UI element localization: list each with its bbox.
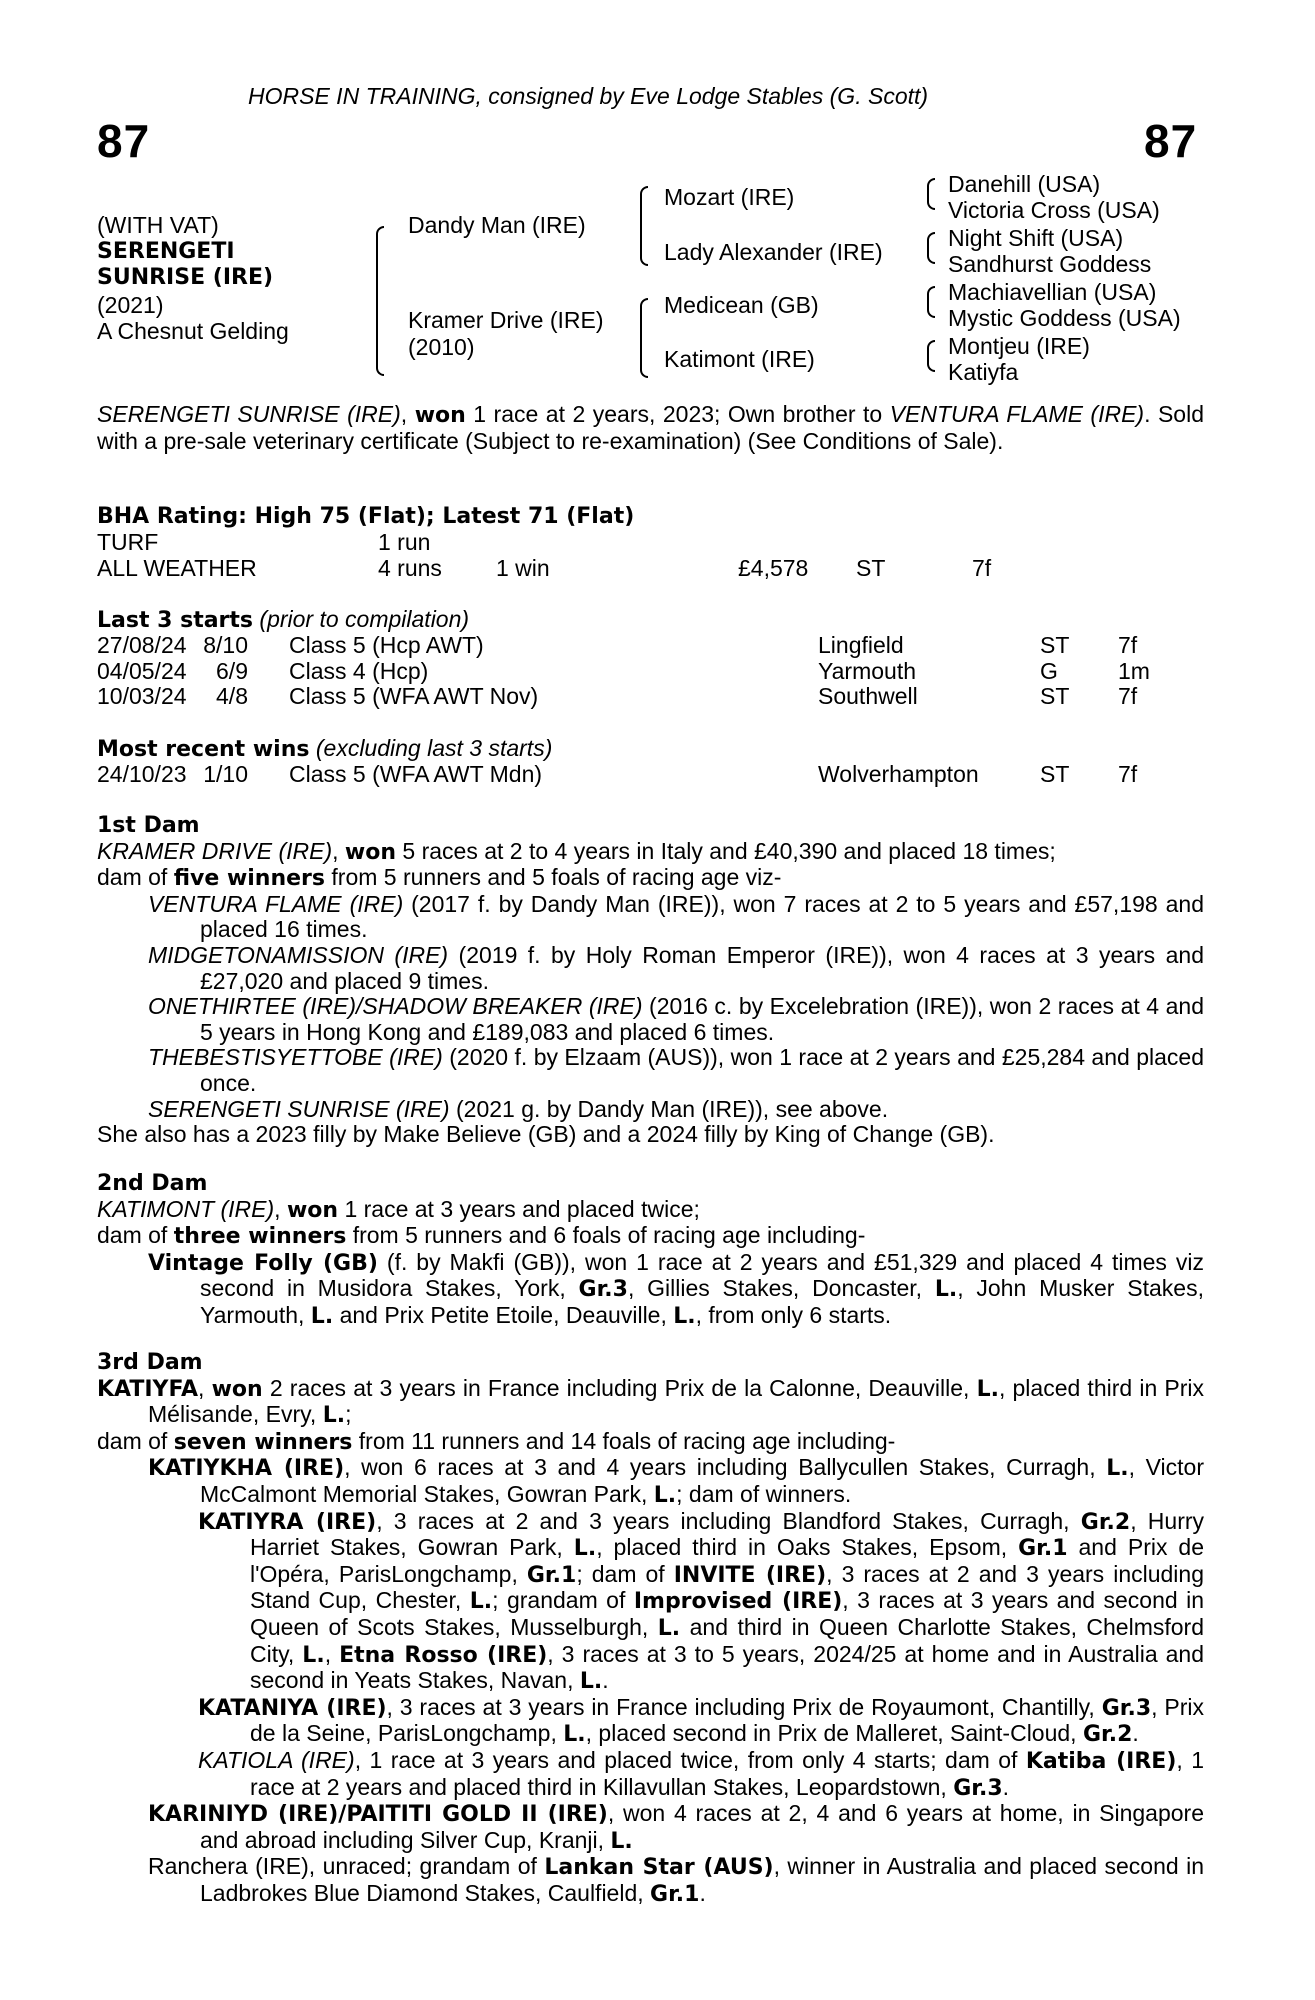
first-dam-text-1: 5 races at 2 to 4 years in Italy and £40,390 and placed 18 times; [396, 837, 1056, 864]
produce-2-text: (2019 f. by Holy Roman Emperor (IRE)), won 4 races at 3 years and £27,020 and placed 9 times. [200, 941, 1204, 994]
katiba-name: Katiba (IRE) [1025, 1748, 1177, 1774]
all-weather-going: ST [856, 555, 886, 581]
third-dam-text-3: ; [345, 1401, 352, 1428]
katiola-text-a: , 1 race at 3 years and placed twice, from only 4 starts; dam of [354, 1746, 1026, 1773]
grade-label: Gr.3 [578, 1277, 628, 1303]
last3-cls: Class 5 (WFA AWT Nov) [289, 683, 539, 710]
second-dam-text-1: 1 race at 3 years and placed twice; [338, 1195, 700, 1222]
all-weather-distance: 7f [972, 555, 992, 581]
vintage-folly-text-a: (f. by Makfi (GB)), won 1 race at 2 years and £51,329 and placed 4 times viz second in Musidora Stakes, York, [200, 1248, 1204, 1302]
intro-won: won [414, 403, 466, 428]
katiyra-text-l: . [602, 1667, 609, 1694]
last3-course: Southwell [818, 683, 918, 710]
listed-label: L. [934, 1277, 958, 1303]
turf-label: TURF [97, 529, 159, 555]
first-dam-produce-1 [148, 892, 1204, 943]
katiyra-text-k: , 3 races at 3 to 5 years, 2024/25 at home and in Australia and second in Yeats Stakes, Navan, [250, 1640, 1205, 1694]
katiyra-text-c: , placed third in Oaks Stakes, Epsom, [596, 1534, 1019, 1561]
pedigree-dam-dam: Katimont (IRE) [664, 346, 815, 372]
grade-label: Gr.2 [1080, 1509, 1131, 1535]
listed-label: L. [302, 1642, 325, 1668]
kariniyd-name: KARINIYD (IRE)/PAITITI GOLD II (IRE) [148, 1802, 608, 1828]
grade-label: Gr.1 [526, 1562, 577, 1588]
page-header: HORSE IN TRAINING, consigned by Eve Lodge Stables (G. Scott) [248, 83, 929, 109]
pedigree-brace-dd [927, 340, 935, 372]
intro-brother: VENTURA FLAME (IRE) [889, 401, 1145, 427]
last3-course: Lingfield [818, 632, 904, 658]
last3-note: (prior to compilation) [259, 606, 470, 632]
first-dam-produce-4 [148, 1045, 1204, 1096]
vintage-folly-name: Vintage Folly (GB) [148, 1250, 378, 1276]
last3-going: G [1040, 657, 1058, 684]
pedigree-brace-sd [927, 232, 935, 264]
produce-1-text: (2017 f. by Dandy Man (IRE)), won 7 races at 2 to 5 years and £57,198 and placed 16 times. [200, 890, 1204, 943]
ranchera-text-a: Ranchera (IRE), unraced; grandam of [148, 1853, 545, 1880]
recent-date: 24/10/23 [97, 761, 187, 787]
kataniya-text-d: . [1132, 1720, 1139, 1747]
last3-pos: 6/9 [216, 657, 248, 684]
listed-label: L. [653, 1482, 677, 1508]
lot-number-right: 87 [1144, 115, 1198, 167]
first-dam-name: KRAMER DRIVE (IRE) [97, 837, 333, 864]
pedigree-brace-dam [640, 298, 648, 378]
invite-name: INVITE (IRE) [673, 1562, 827, 1588]
grade-label: Gr.3 [1101, 1695, 1152, 1721]
last3-row [0, 659, 1315, 685]
second-dam-text-2a: dam of [97, 1222, 174, 1249]
pedigree-brace-ss [927, 178, 935, 210]
last3-title: Last 3 starts [97, 608, 254, 633]
all-weather-prize: £4,578 [738, 555, 809, 581]
listed-label: L. [976, 1376, 999, 1402]
katiyra-text-b: , Hurry Harriet Stakes, Gowran Park, [250, 1507, 1205, 1561]
produce-3-text: (2016 c. by Excelebration (IRE)), won 2 races at 4 and 5 years in Hong Kong and £189,083 and placed 6 times. [200, 993, 1204, 1045]
last3-going: ST [1040, 683, 1070, 710]
lankan-star-name: Lankan Star (AUS) [544, 1855, 774, 1881]
recent-cls: Class 5 (WFA AWT Mdn) [289, 761, 543, 787]
katiyra-text-h: , 3 races at 3 years and second in Queen of Scots Stakes, Musselburgh, [250, 1587, 1205, 1640]
listed-label: L. [322, 1403, 346, 1429]
ranchera-text-b: , winner in Australia and placed second in Ladbrokes Blue Diamond Stakes, Caulfield, [200, 1853, 1204, 1906]
vintage-folly-text-c: , John Musker Stakes, Yarmouth, [200, 1275, 1204, 1328]
third-dam-text-2: , placed third in Prix Mélisande, Evry, [148, 1374, 1204, 1428]
horse-year: (2021) [97, 292, 164, 318]
kataniya-name: KATANIYA (IRE) [198, 1695, 387, 1721]
listed-label: L. [573, 1536, 597, 1562]
last3-row [0, 633, 1315, 659]
improvised-name: Improvised (IRE) [633, 1589, 843, 1615]
horse-name-line2: SUNRISE (IRE) [97, 265, 274, 290]
kataniya-text-a: , 3 races at 3 years in France including Prix de Royaumont, Chantilly, [386, 1693, 1102, 1720]
second-dam-section: 2nd Dam KATIMONT (IRE), won 1 race at 3 years and placed twice; dam of three winners from 5 runners and 6 foals of racing age including- Vintage Folly (GB) (f. by Makfi (GB)), won 1 race at 2 years and £51,329 and placed 4 times viz second in Musidora Stakes, York, Gr.3, Gillies Stakes, Doncaster, L., John Musker Stakes, Yarmouth, L. and Prix Petite Etoile, Deauville, L., from only 6 starts. [97, 1171, 1204, 1329]
horse-name-line1: SERENGETI [97, 239, 235, 264]
horse-description: A Chesnut Gelding [97, 318, 289, 344]
second-dam-three-winners: three winners [173, 1224, 347, 1250]
third-dam-section [97, 1350, 1204, 1907]
ranchera-text-c: . [699, 1879, 706, 1906]
last3-dist: 7f [1118, 632, 1138, 658]
etna-rosso-name: Etna Rosso (IRE) [339, 1642, 548, 1668]
last3-cls: Class 5 (Hcp AWT) [289, 632, 484, 658]
kataniya-text-c: , placed second in Prix de Malleret, Saint-Cloud, [585, 1720, 1083, 1747]
pedigree-brace-sire [640, 186, 648, 266]
third-dam-text-1: 2 races at 3 years in France including Prix de la Calonne, Deauville, [262, 1374, 977, 1401]
bha-rating-title: BHA Rating: High 75 (Flat); Latest 71 (Flat) [97, 504, 635, 529]
recent-row [0, 762, 1315, 788]
katiola-entry [198, 1748, 1204, 1801]
intro-text-1: 1 race at 2 years, 2023; Own brother to [465, 401, 890, 427]
produce-4-text: (2020 f. by Elzaam (AUS)), won 1 race at 2 years and £25,284 and placed once. [200, 1044, 1204, 1096]
kataniya-entry [198, 1695, 1204, 1748]
second-dam-text-2b: from 5 runners and 6 foals of racing age including- [346, 1222, 866, 1249]
katiykha-text-b: , Victor McCalmont Memorial Stakes, Gowran Park, [200, 1454, 1205, 1507]
first-dam-won: won [344, 839, 397, 865]
turf-runs: 1 run [378, 529, 431, 555]
pedigree-dss: Machiavellian (USA) [948, 279, 1157, 305]
produce-5-name: SERENGETI SUNRISE (IRE) [148, 1095, 450, 1122]
katiyra-text-j: , [324, 1640, 340, 1667]
pedigree-brace-main [376, 226, 384, 376]
pedigree-dam-year: (2010) [408, 334, 475, 360]
pedigree-ddd: Katiyfa [948, 359, 1019, 385]
produce-1-name: VENTURA FLAME (IRE) [148, 890, 404, 917]
first-dam-text-2a: dam of [97, 864, 174, 891]
katiykha-name: KATIYKHA (IRE) [148, 1456, 345, 1482]
kariniyd-text-a: , won 4 races at 2, 4 and 6 years at home, in Singapore and abroad including Silver Cup, Kranji, [200, 1800, 1204, 1853]
grade-label: Gr.1 [650, 1881, 700, 1907]
katiykha-text-c: ; dam of winners. [676, 1480, 852, 1507]
intro-text-2: . Sold with a pre-sale veterinary certificate (Subject to re-examination) (See Conditions of Sale). [97, 401, 1205, 454]
pedigree-sire-sire: Mozart (IRE) [664, 184, 795, 210]
katiykha-entry [148, 1455, 1204, 1508]
pedigree-dds: Montjeu (IRE) [948, 333, 1090, 359]
pedigree-sire: Dandy Man (IRE) [408, 212, 586, 238]
katiyra-text-e: ; dam of [576, 1560, 674, 1587]
kariniyd-entry [148, 1801, 1204, 1854]
pedigree-sire-dam: Lady Alexander (IRE) [664, 239, 883, 265]
last3-going: ST [1040, 632, 1070, 658]
last3-pos: 4/8 [216, 683, 248, 710]
third-dam-seven-winners: seven winners [173, 1429, 353, 1455]
first-dam-produce-2 [148, 943, 1204, 994]
recent-going: ST [1040, 761, 1070, 787]
intro-paragraph: SERENGETI SUNRISE (IRE), won 1 race at 2 years, 2023; Own brother to VENTURA FLAME (IRE). Sold with a pre-sale veterinary certificate (Subject to re-examination) (See Conditions of Sale). [97, 401, 1205, 454]
first-dam-produce-5 [148, 1097, 1204, 1123]
recent-wins-table [0, 762, 1315, 788]
listed-label: L. [563, 1722, 586, 1748]
katiola-text-b: , 1 race at 2 years and placed third in Killavullan Stakes, Leopardstown, [250, 1746, 1204, 1800]
produce-5-text: (2021 g. by Dandy Man (IRE)), see above. [449, 1095, 889, 1122]
recent-note: (excluding last 3 starts) [315, 735, 553, 761]
pedigree-brace-ds [927, 286, 935, 318]
ranchera-entry [148, 1854, 1204, 1907]
last3-heading [97, 607, 469, 634]
last3-row [0, 684, 1315, 710]
second-dam-title: 2nd Dam [97, 1171, 208, 1196]
vintage-folly-text-d: and Prix Petite Etoile, Deauville, [333, 1301, 674, 1328]
last3-dist: 1m [1118, 657, 1150, 684]
third-dam-text-4b: from 11 runners and 14 foals of racing age including- [352, 1427, 896, 1454]
vintage-folly-text-b: , Gillies Stakes, Doncaster, [627, 1275, 935, 1302]
pedigree-ssd: Victoria Cross (USA) [948, 197, 1160, 223]
listed-label: L. [1106, 1456, 1129, 1482]
last3-date: 27/08/24 [97, 632, 187, 658]
pedigree-sds: Night Shift (USA) [948, 225, 1124, 251]
pedigree-sss: Danehill (USA) [948, 171, 1101, 197]
katiykha-text-a: , won 6 races at 3 and 4 years including Ballycullen Stakes, Curragh, [344, 1454, 1107, 1481]
pedigree-dsd: Mystic Goddess (USA) [948, 305, 1181, 331]
katiyra-text-d: and Prix de l'Opéra, ParisLongchamp, [250, 1534, 1205, 1587]
first-dam-produce-3 [148, 994, 1204, 1045]
last3-date: 10/03/24 [97, 683, 187, 710]
listed-label: L. [610, 1828, 633, 1854]
third-dam-name: KATIYFA [97, 1376, 199, 1402]
last3-date: 04/05/24 [97, 657, 187, 684]
first-dam-also: She also has a 2023 filly by Make Believe (GB) and a 2024 filly by King of Change (GB). [97, 1121, 995, 1148]
pedigree-dam-sire: Medicean (GB) [664, 292, 819, 318]
recent-pos: 1/10 [203, 761, 248, 787]
last3-pos: 8/10 [203, 632, 248, 658]
third-dam-title: 3rd Dam [97, 1350, 203, 1375]
third-dam-summary: KATIYFA, won 2 races at 3 years in France including Prix de la Calonne, Deauville, L., placed third in Prix Mélisande, Evry, L.; [97, 1374, 1204, 1429]
listed-label: L. [310, 1303, 334, 1329]
listed-label: L. [469, 1589, 493, 1615]
intro-horse-name: SERENGETI SUNRISE (IRE) [97, 401, 401, 427]
last3-cls: Class 4 (Hcp) [289, 657, 429, 684]
recent-dist: 7f [1118, 761, 1138, 787]
katiola-text-c: . [1002, 1773, 1010, 1800]
katiyra-entry [198, 1509, 1204, 1695]
last3-dist: 7f [1118, 683, 1138, 710]
pedigree-dam: Kramer Drive (IRE) [408, 307, 604, 333]
katiyra-text-a: , 3 races at 2 and 3 years including Blandford Stakes, Curragh, [376, 1507, 1081, 1534]
all-weather-wins: 1 win [496, 555, 550, 581]
first-dam-title: 1st Dam [97, 813, 200, 838]
second-dam-produce-1 [148, 1250, 1204, 1330]
last3-course: Yarmouth [818, 657, 917, 684]
katiyra-text-i: and third in Queen Charlotte Stakes, Chelmsford City, [250, 1613, 1205, 1667]
recent-title: Most recent wins [97, 737, 310, 762]
listed-label: L. [673, 1303, 696, 1329]
recent-course: Wolverhampton [818, 761, 979, 787]
third-dam-won: won [211, 1376, 263, 1402]
katiyra-text-g: ; grandam of [492, 1587, 634, 1614]
produce-4-name: THEBESTISYETTOBE (IRE) [148, 1044, 443, 1071]
first-dam-section: 1st Dam KRAMER DRIVE (IRE), won 5 races at 2 to 4 years in Italy and £40,390 and placed 18 times; dam of five winners from 5 runners and 5 foals of racing age viz- VENTURA FLAME (IRE) (2017 f. by Dandy Man (IRE)), won 7 races at 2 to 5 years and £57,198 and placed 16 times. MIDGETONAMISSION (IRE) (2019 f. by Holy Roman Emperor (IRE)), won 4 races at 3 years and £27,020 and placed 9 times. ONETHIRTEE (IRE)/SHADOW BREAKER (IRE) (2016 c. by Excelebration (IRE)), won 2 races at 4 and 5 years in Hong Kong and £189,083 and placed 6 times. THEBESTISYETTOBE (IRE) (2020 f. by Elzaam (AUS)), won 1 race at 2 years and £25,284 and placed once. SERENGETI SUNRISE (IRE) (2021 g. by Dandy Man (IRE)), see above. She also has a 2023 filly by Make Believe (GB) and a 2024 filly by King of Change (GB). [97, 813, 1204, 1148]
vintage-folly-text-e: , from only 6 starts. [695, 1301, 892, 1328]
lot-number-left: 87 [97, 115, 151, 167]
recent-wins-heading [97, 736, 552, 763]
first-dam-five-winners: five winners [173, 866, 326, 892]
second-dam-won: won [286, 1197, 339, 1223]
grade-label: Gr.3 [953, 1775, 1003, 1801]
all-weather-label: ALL WEATHER [97, 555, 257, 581]
kataniya-text-b: , Prix de la Seine, ParisLongchamp, [250, 1693, 1204, 1747]
first-dam-text-2b: from 5 runners and 5 foals of racing age viz- [325, 864, 782, 891]
pedigree-sdd: Sandhurst Goddess [948, 251, 1152, 277]
produce-2-name: MIDGETONAMISSION (IRE) [148, 941, 449, 968]
all-weather-runs: 4 runs [378, 555, 442, 581]
last3-table [0, 633, 1315, 710]
listed-label: L. [579, 1669, 603, 1695]
grade-label: Gr.2 [1082, 1722, 1133, 1748]
produce-3-name: ONETHIRTEE (IRE)/SHADOW BREAKER (IRE) [148, 993, 643, 1020]
second-dam-name: KATIMONT (IRE) [97, 1195, 275, 1222]
listed-label: L. [657, 1615, 681, 1641]
katiyra-text-f: , 3 races at 2 and 3 years including Stand Cup, Chester, [250, 1560, 1205, 1614]
vat-note: (WITH VAT) [97, 212, 219, 238]
third-dam-text-4a: dam of [97, 1427, 174, 1454]
grade-label: Gr.1 [1018, 1536, 1068, 1562]
katiyra-name: KATIYRA (IRE) [198, 1509, 377, 1535]
katiola-name: KATIOLA (IRE) [198, 1746, 355, 1773]
